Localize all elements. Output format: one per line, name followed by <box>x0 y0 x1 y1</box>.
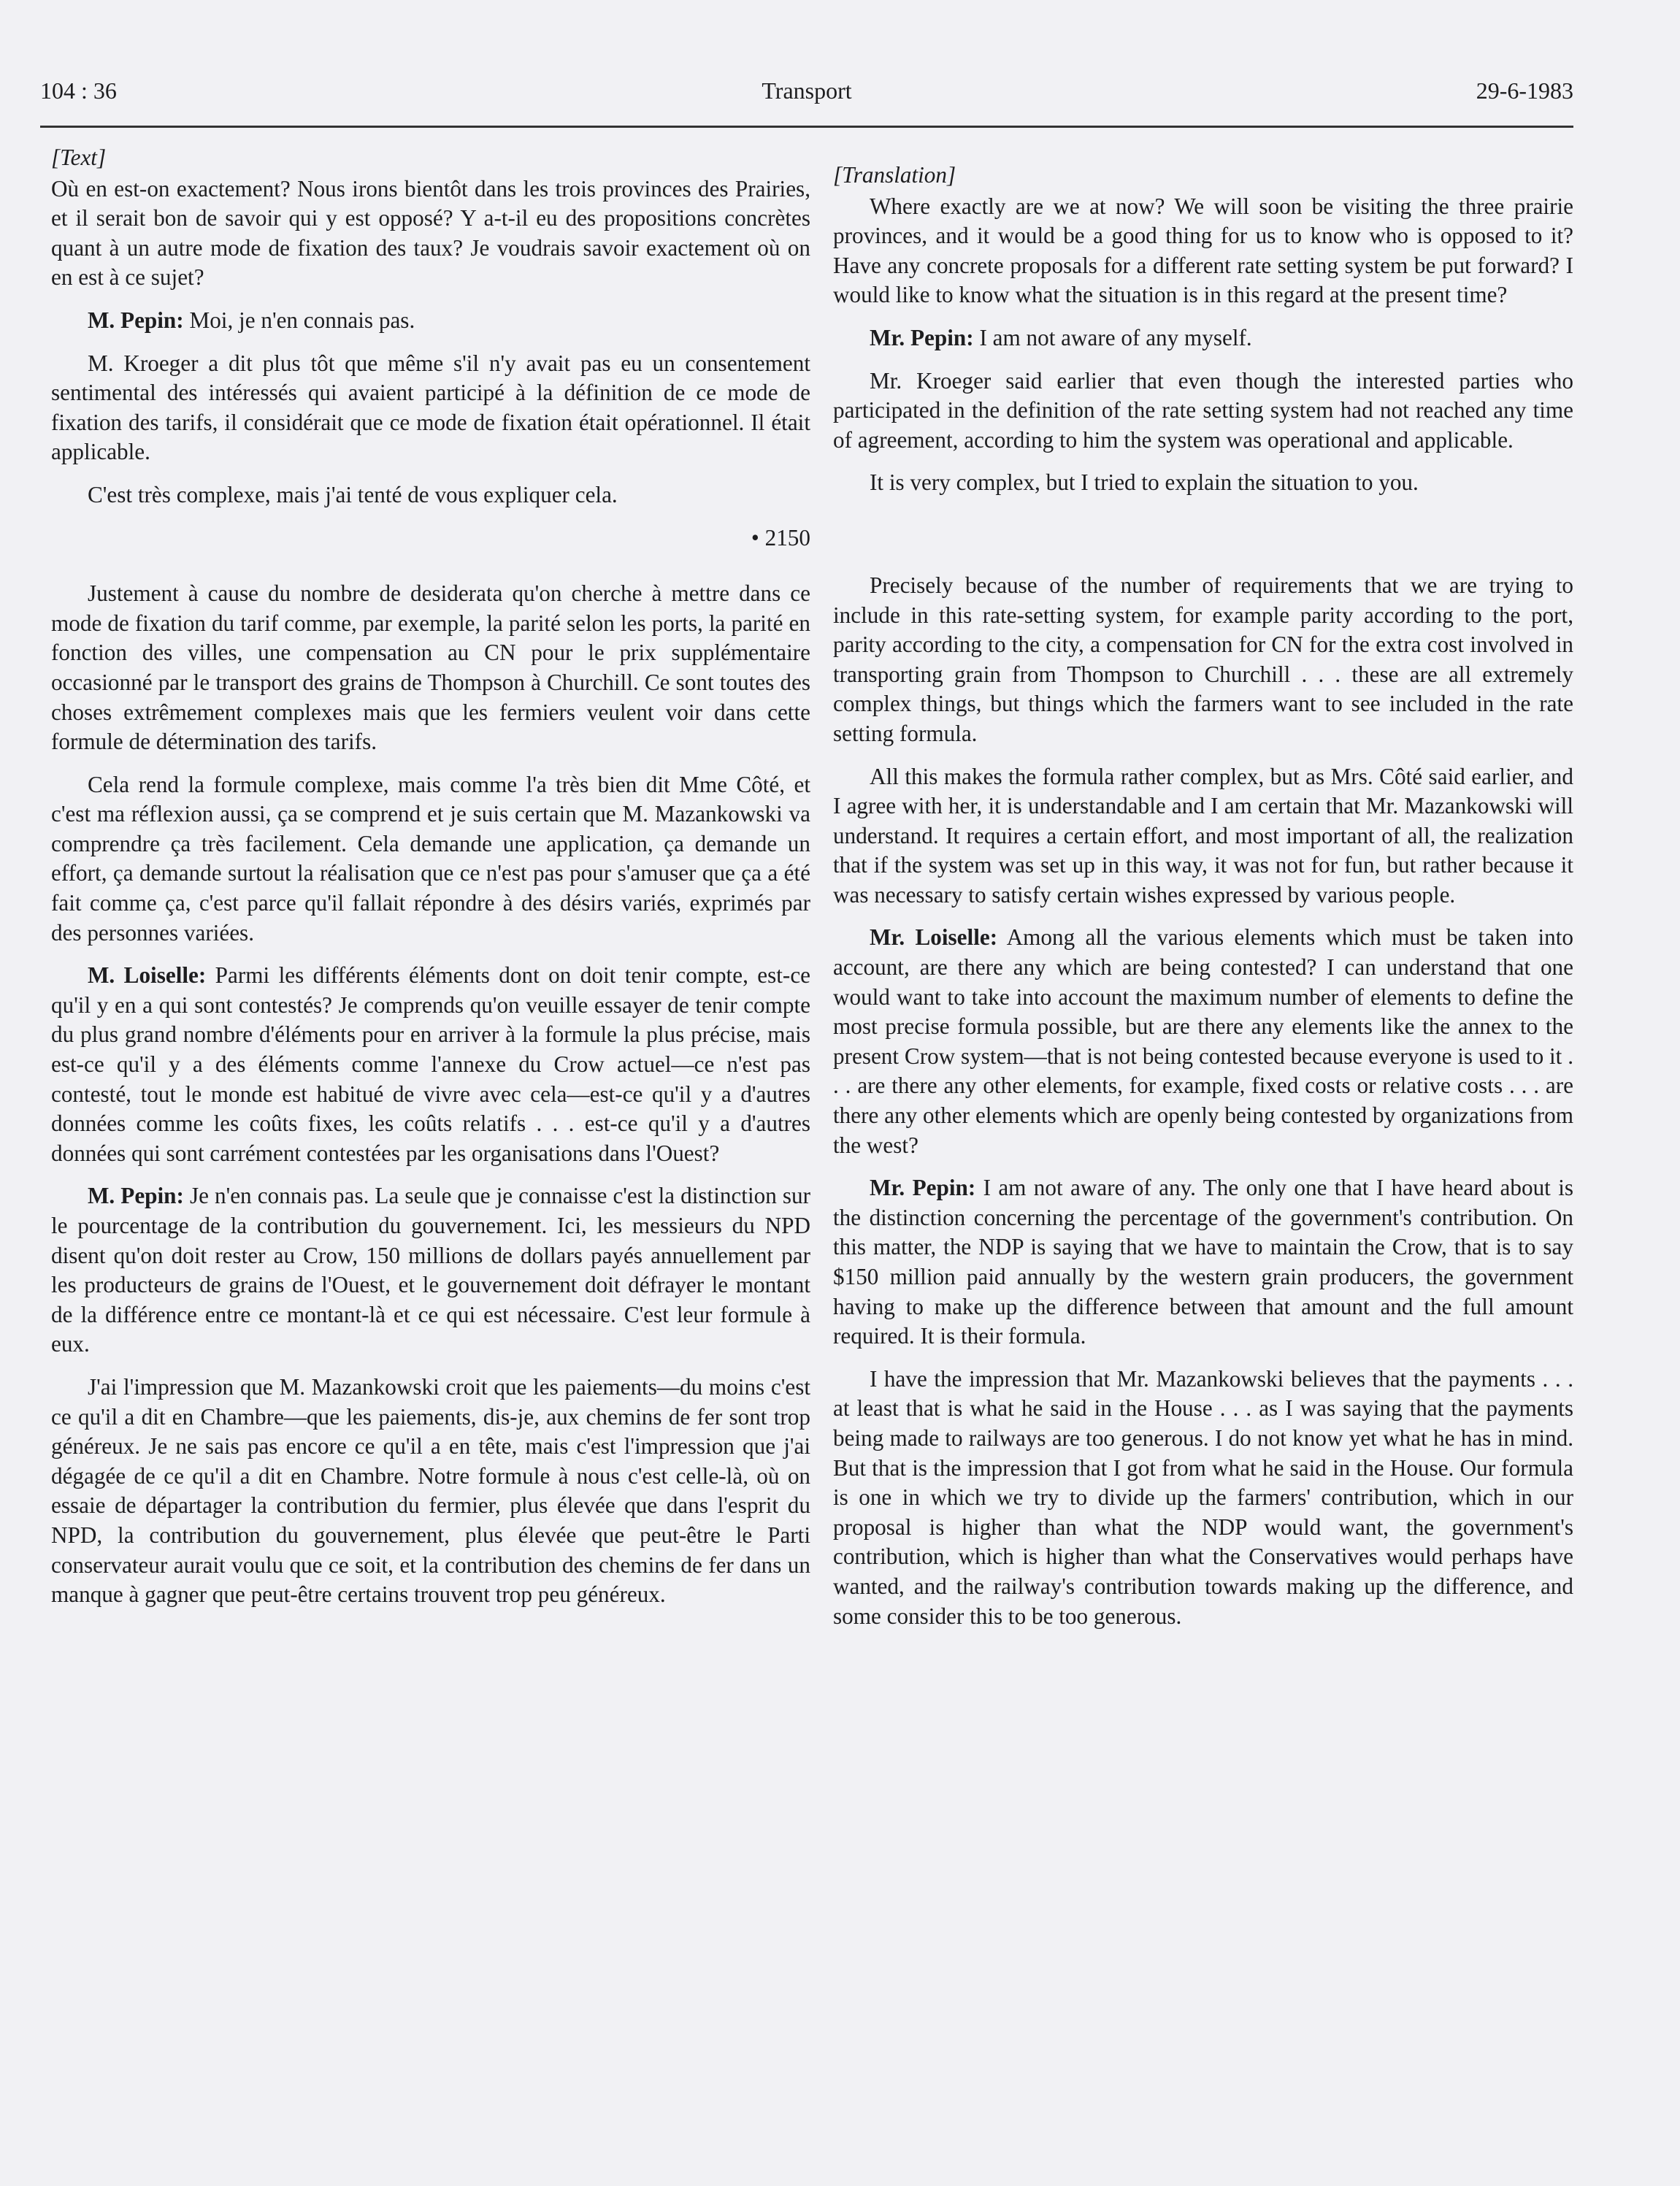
speech-paragraph <box>833 323 1573 353</box>
paragraph: Where exactly are we at now? We will soon be visiting the three prairie provinces, and it would be a good thing for us to know who is opposed to it? Have any concrete proposals for a different rate setting system be put forward? I would like to know what the situation is in this regard at the present time? <box>833 193 1573 308</box>
speech-text: Je n'en connais pas. La seule que je connaisse c'est la distinction sur le pourcentage de la contribution du gouvernement. Ici, les messieurs du NPD disent qu'on doit rester au Crow, 150 millions de dollars payés annuellement par les producteurs de grains de l'Ouest, et le gouvernement doit défrayer le montant de la différence entre ce montant-là et ce qui est nécessaire. C'est leur formule à eux. <box>51 1183 810 1357</box>
paragraph: Où en est-on exactement? Nous irons bientôt dans les trois provinces des Prairies, et il serait bon de savoir qui y est opposé? Y a-t-il eu des propositions concrètes quant à un autre mode de fixation des taux? Je voudrais savoir exactement où on en est à ce sujet? <box>51 175 810 291</box>
running-title: Transport <box>762 77 852 104</box>
speech-paragraph <box>51 1181 810 1359</box>
paragraph: C'est très complexe, mais j'ai tenté de vous expliquer cela. <box>88 481 618 507</box>
speech-paragraph <box>833 923 1573 1160</box>
speech-text: I am not aware of any. The only one that I have heard about is the distinction concerning the percentage of the government's contribution. On this matter, the NDP is saying that we have to maintain the Crow, that is to say $150 million paid annually by the western grain producers, the government having to make up the difference between that amount and the full amount required. It is their formula. <box>833 1175 1573 1349</box>
speaker-name: Mr. Pepin: <box>870 324 974 350</box>
page-number: 104 : 36 <box>40 77 117 104</box>
paragraph: Precisely because of the number of requirements that we are trying to include in this rate-setting system, for example parity according to the port, parity according to the city, a compensation for CN for the extra cost involved in transporting grain from Thompson to Churchill . . . these are all extremely complex things, but things which the farmers want to see included in the rate setting formula. <box>833 572 1573 746</box>
paragraph: All this makes the formula rather complex, but as Mrs. Côté said earlier, and I agree with her, it is understandable and I am certain that Mr. Mazankowski will understand. It requires a certain effort, and most important of all, the realization that if the system was set up in this way, it was not for fun, but rather because it was necessary to satisfy certain wishes expressed by various people. <box>833 763 1573 908</box>
paragraph: M. Kroeger a dit plus tôt que même s'il n'y avait pas eu un consentement sentimental des intéressés qui avaient participé à la définition de ce mode de fixation des tarifs, il considérait que ce mode de fixation était opérationnel. Il était applicable. <box>51 350 810 465</box>
header-date: 29-6-1983 <box>1476 77 1573 104</box>
speaker-name: Mr. Loiselle: <box>870 924 998 951</box>
column-label: [Text] <box>51 145 107 170</box>
speech-text: Parmi les différents éléments dont on doit tenir compte, est-ce qu'il y en a qui sont contestés? Je comprends qu'on veuille essayer de tenir compte du plus grand nombre d'éléments pour en arriver à la formule la plus précise, mais est-ce qu'il y a des éléments comme l'annexe du Crow actuel—ce n'est pas contesté, tout le monde est habitué de vivre avec cela—est-ce qu'il y a d'autres données comme les coûts fixes, les coûts relatifs . . . est-ce qu'il y a d'autres données qui sont carrément contestées par les organisations dans l'Ouest? <box>51 962 811 1166</box>
speaker-name: M. Loiselle: <box>88 962 207 989</box>
paragraph: Mr. Kroeger said earlier that even though the interested parties who participated in the definition of the rate setting system had not reached any time of agreement, according to him the system was operational and applicable. <box>833 367 1573 453</box>
speech-paragraph <box>833 1173 1573 1351</box>
paragraph: J'ai l'impression que M. Mazankowski croit que les paiements—du moins c'est ce qu'il a dit en Chambre—que les paiements, dis-je, aux chemins de fer sont trop généreux. Je ne sais pas encore ce qu'il a en tête, mais c'est l'impression que j'ai dégagée de ce qu'il a dit en Chambre. Notre formule à nous c'est celle-là, où on essaie de départager la contribution du fermier, plus élevée que dans l'esprit du NPD, la contribution du gouvernement, plus élevée que peut-être le Parti conservateur aurait voulu que ce soit, et la contribution des chemins de fer dans un manque à gagner que peut-être certains trouvent trop peu généreux. <box>51 1373 810 1608</box>
speaker-name: Mr. Pepin: <box>870 1175 976 1201</box>
english-column <box>833 161 1573 1644</box>
column-label: [Translation] <box>833 162 956 188</box>
paragraph: Cela rend la formule complexe, mais comme l'a très bien dit Mme Côté, et c'est ma réflexion aussi, ça se comprend et je suis certain que M. Mazankowski va comprendre ça très facilement. Cela demande une application, ça demande un effort, ça demande surtout la réalisation que ce n'est pas pour s'amuser que ça a été fait comme ça, c'est parce qu'il fallait répondre à des désirs variés, exprimés par des personnes variées. <box>51 771 810 946</box>
paragraph: Justement à cause du nombre de desiderata qu'on cherche à mettre dans ce mode de fixation du tarif comme, par exemple, la parité selon les ports, la parité en fonction des villes, une compensation au CN pour le prix supplémentaire occasionné par le transport des grains de Thompson à Churchill. Ce sont toutes des choses extrêmement complexes mais que les fermiers veulent voir dans cette formule de détermination des tarifs. <box>51 580 810 755</box>
speech-paragraph <box>51 306 810 336</box>
page-header <box>40 64 1573 128</box>
speaker-name: M. Pepin: <box>88 307 184 333</box>
speaker-name: M. Pepin: <box>88 1183 184 1209</box>
paragraph: I have the impression that Mr. Mazankowski believes that the payments . . . at least that is what he said in the House . . . as I was saying that the payments being made to railways are too generous. I do not know yet what he has in mind. But that is the impression that I got from what he said in the House. Our formula is one in which we try to divide up the farmers' contribution, which in our proposal is higher than what the NDP would want, the government's contribution, which is higher than what the Conservatives would perhaps have wanted, and the railway's contribution towards making up the difference, and some consider this to be too generous. <box>833 1365 1573 1629</box>
speech-text: Moi, je n'en connais pas. <box>183 307 415 333</box>
speech-paragraph <box>51 961 810 1168</box>
french-column <box>51 143 810 1623</box>
speech-text: I am not aware of any myself. <box>973 324 1252 350</box>
speech-text: Among all the various elements which must be taken into account, are there any which are being contested? I can understand that one would want to take into account the maximum number of elements to define the most precise formula possible, but are there any elements like the annex to the present Crow system—that is not being contested because everyone is used to it . . . are there any other elements, for example, fixed costs or relative costs . . . are there any other elements which are openly being contested by organizations from the west? <box>833 924 1573 1158</box>
paragraph: It is very complex, but I tried to explain the situation to you. <box>870 469 1419 496</box>
time-marker: • 2150 <box>751 524 810 551</box>
